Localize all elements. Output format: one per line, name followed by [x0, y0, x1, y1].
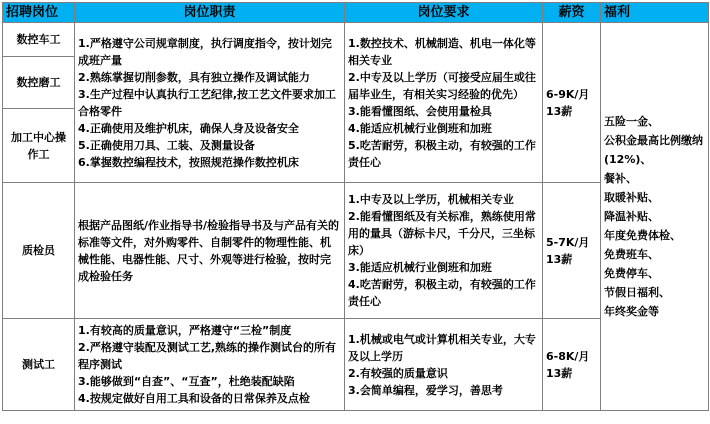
position-cnc-grinder: 数控磨工: [3, 57, 75, 109]
duty-item: 3.能够做到“自查”、“互查”，杜绝装配缺陷: [78, 375, 295, 388]
duty-item: 4.按规定做好自用工具和设备的日常保养及点检: [78, 392, 310, 405]
requirement-item: 1.中专及以上学历，机械相关专业: [348, 193, 514, 206]
header-duties: 岗位职责: [75, 3, 345, 23]
salary-cell: 5-7K/月 13薪: [543, 183, 601, 319]
welfare-item: 公积金最高比例缴纳(12%)、: [604, 134, 703, 166]
welfare-item: 年终奖金等: [604, 305, 659, 318]
welfare-item: 餐补、: [604, 172, 637, 185]
welfare-cell: [601, 23, 709, 411]
duty-item: 1.有较高的质量意识，严格遵守“三检”制度: [78, 324, 292, 337]
requirement-item: 3.能适应机械行业倒班和加班: [348, 261, 492, 274]
requirements-cell: [345, 183, 543, 319]
welfare-item: 五险一金、: [604, 115, 659, 128]
duty-item: 3.生产过程中认真执行工艺纪律,按工艺文件要求加工合格零件: [78, 87, 337, 118]
requirement-item: 1.机械或电气或计算机相关专业，大专及以上学历: [348, 332, 536, 363]
requirement-item: 1.数控技术、机械制造、机电一体化等相关专业: [348, 36, 536, 67]
position-tester: 测试工: [3, 319, 75, 411]
header-requirements: 岗位要求: [345, 3, 543, 23]
requirement-item: 2.有较强的质量意识: [348, 366, 448, 380]
welfare-list: [604, 112, 705, 321]
welfare-item: 年度免费体检、: [604, 229, 681, 242]
header-welfare: 福利: [601, 3, 709, 23]
requirement-item: 2.能看懂图纸及有关标准，熟练使用常用的量具（游标卡尺，千分尺，三坐标床）: [348, 210, 536, 257]
welfare-item: 降温补贴、: [604, 210, 659, 223]
table-row: [3, 23, 709, 57]
requirements-cell: [345, 23, 543, 183]
header-salary: 薪资: [543, 3, 601, 23]
header-position: 招聘岗位: [3, 3, 75, 23]
welfare-item: 取暖补贴、: [604, 191, 659, 204]
requirements-cell: [345, 319, 543, 411]
welfare-item: 免费班车、: [604, 248, 659, 261]
duty-item: 6.掌握数控编程技术，按照规范操作数控机床: [78, 155, 299, 169]
job-table: [2, 2, 709, 411]
header-row: [3, 3, 709, 23]
duty-item: 2.严格遵守装配及测试工艺,熟练的操作测试台的所有程序测试: [78, 341, 337, 371]
duties-cell: [75, 23, 345, 183]
requirement-item: 5.吃苦耐劳，积极主动，有较强的工作责任心: [348, 138, 536, 169]
duties-cell: 根据产品图纸/作业指导书/检验指导书及与产品有关的标准等文件，对外购零件、自制零件的物理性能、机械性能、电器性能、尺寸、外观等进行检验，按时完成检验任务: [75, 183, 345, 319]
requirement-item: 3.会简单编程，爱学习，善思考: [348, 383, 503, 397]
salary-cell: 6-9K/月 13薪: [543, 23, 601, 183]
duty-item: 1.严格遵守公司规章制度，执行调度指令，按计划完成班产量: [78, 36, 332, 67]
requirement-item: 4.能适应机械行业倒班和加班: [348, 121, 492, 135]
welfare-item: 节假日福利、: [604, 286, 670, 299]
position-qc-inspector: 质检员: [3, 183, 75, 319]
duty-item: 5.正确使用刀具、工装、及测量设备: [78, 138, 255, 152]
salary-cell: 6-8K/月 13薪: [543, 319, 601, 411]
duties-cell: [75, 319, 345, 411]
requirement-item: 4.吃苦耐劳，积极主动，有较强的工作责任心: [348, 278, 536, 308]
requirement-item: 2.中专及以上学历（可接受应届生或往届毕业生，有相关实习经验的优先）: [348, 70, 536, 101]
welfare-item: 免费停车、: [604, 267, 659, 280]
position-machining-center: 加工中心操作工: [3, 109, 75, 183]
duty-item: 2.熟练掌握切削参数，具有独立操作及调试能力: [78, 70, 310, 84]
position-cnc-lathe: 数控车工: [3, 23, 75, 57]
requirement-item: 3.能看懂图纸、会使用量检具: [348, 104, 492, 118]
duty-item: 4.正确使用及维护机床，确保人身及设备安全: [78, 121, 299, 135]
